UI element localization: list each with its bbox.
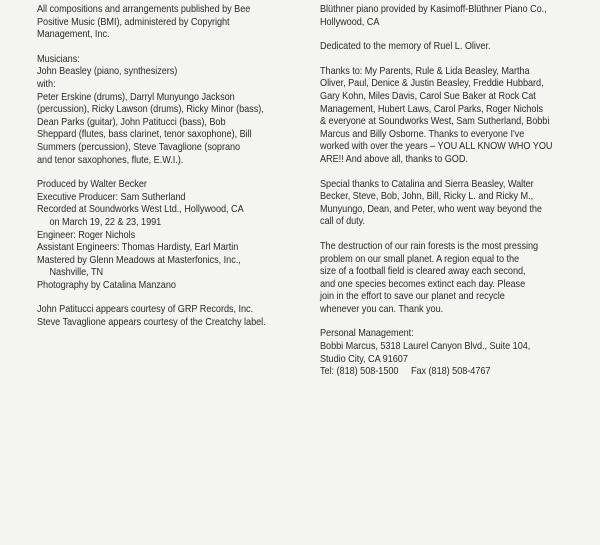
piano-credit — [320, 4, 547, 29]
musicians-lead-line: John Beasley (piano, synthesizers) — [37, 66, 178, 78]
thanks-line: Thanks to: My Parents, Rule & Lida Beasley, Martha — [320, 65, 530, 77]
rainforest-line: join in the effort to save our planet and recycle — [320, 291, 505, 303]
musicians-line: Peter Erskine (drums), Darryl Munyungo Jackson — [37, 91, 235, 103]
thanks-line: Gary Kohn, Miles Davis, Carol Sue Baker at Rock Cat — [320, 90, 536, 102]
rainforest-line: The destruction of our rain forests is the most pressing — [320, 240, 539, 252]
publishing-line: All compositions and arrangements published by Bee — [37, 4, 251, 15]
piano-line: Blüthner piano provided by Kasimoff-Blüthner Piano Co., — [320, 4, 547, 15]
management-phone-line: Tel: (818) 508-1500 Fax (818) 508-4767 — [320, 366, 491, 378]
musicians-line: Sheppard (flutes, bass clarinet, tenor saxophone), Bill — [37, 129, 252, 141]
production-line: on March 19, 22 & 23, 1991 — [37, 216, 162, 228]
musicians-line: Summers (percussion), Steve Tavaglione (soprano — [37, 141, 241, 153]
dedication — [320, 41, 542, 54]
special-thanks-line: Munyungo, Dean, and Peter, who went way beyond the — [320, 203, 542, 215]
courtesy-credits — [37, 304, 269, 329]
thanks-line: Oliver, Paul, Denice & Justin Beasley, Freddie Hubbard, — [320, 78, 544, 90]
publishing-credits — [37, 4, 269, 42]
production-line: Produced by Walter Becker — [37, 179, 147, 191]
production-line: Engineer: Roger Nichols — [37, 229, 136, 241]
rainforest-line: size of a football field is cleared away each second, — [320, 266, 526, 278]
special-thanks-section — [320, 179, 542, 229]
rainforest-message — [320, 241, 542, 317]
musicians-credits — [37, 54, 269, 167]
management-address-line: Bobbi Marcus, 5318 Laurel Canyon Blvd., Suite 104, — [320, 341, 531, 353]
rainforest-line: and one species becomes extinct each day. Please — [320, 278, 526, 290]
thanks-section — [320, 65, 553, 167]
management-heading: Personal Management: — [320, 328, 414, 340]
right-column — [320, 4, 553, 391]
production-credits — [37, 179, 269, 292]
left-column — [37, 4, 269, 342]
management-city-line: Studio City, CA 91607 — [320, 353, 408, 365]
thanks-line: & everyone at Soundworks West, Sam Sutherland, Bobbi — [320, 116, 550, 128]
rainforest-line: whenever you can. Thank you. — [320, 303, 444, 315]
musicians-heading: Musicians: — [37, 53, 80, 65]
thanks-line: Marcus and Billy Osborne. Thanks to everyone I've — [320, 128, 525, 140]
courtesy-line: Steve Tavaglione appears courtesy of the Creatchy label. — [37, 317, 266, 329]
production-line: Nashville, TN — [37, 267, 104, 279]
musicians-line: Dean Parks (guitar), John Patitucci (bass), Bob — [37, 116, 226, 128]
special-thanks-line: Special thanks to Catalina and Sierra Beasley, Walter — [320, 178, 534, 190]
musicians-line: (percussion), Ricky Lawson (drums), Ricky Minor (bass), — [37, 104, 264, 116]
publishing-line: Positive Music (BMI), administered by Copyright — [37, 16, 230, 28]
musicians-line: and tenor saxophones, flute, E.W.I.). — [37, 154, 184, 166]
thanks-line: Management, Hubert Laws, Carol Parks, Roger Nichols — [320, 103, 543, 115]
production-line: Assistant Engineers: Thomas Hardisty, Earl Martin — [37, 242, 239, 254]
publishing-line: Management, Inc. — [37, 29, 110, 41]
production-line: Mastered by Glenn Meadows at Masterfonics, Inc., — [37, 254, 241, 266]
thanks-line: ARE!! And above all, thanks to GOD. — [320, 153, 468, 165]
management-contact — [320, 328, 542, 378]
production-line: Photography by Catalina Manzano — [37, 279, 176, 291]
piano-line: Hollywood, CA — [320, 16, 380, 28]
thanks-line: worked with over the years – YOU ALL KNOW WHO YOU — [320, 141, 553, 153]
dedication-line: Dedicated to the memory of Ruel L. Oliver. — [320, 41, 491, 53]
musicians-lead-line: with: — [37, 78, 56, 90]
production-line: Recorded at Soundworks West Ltd., Hollywood, CA — [37, 204, 244, 216]
courtesy-line: John Patitucci appears courtesy of GRP Records, Inc. — [37, 304, 254, 316]
production-line: Executive Producer: Sam Sutherland — [37, 191, 186, 203]
special-thanks-line: Becker, Steve, Bob, John, Bill, Ricky L. and Ricky M., — [320, 191, 534, 203]
special-thanks-line: call of duty. — [320, 216, 366, 228]
rainforest-line: problem on our small planet. A region equal to the — [320, 253, 520, 265]
